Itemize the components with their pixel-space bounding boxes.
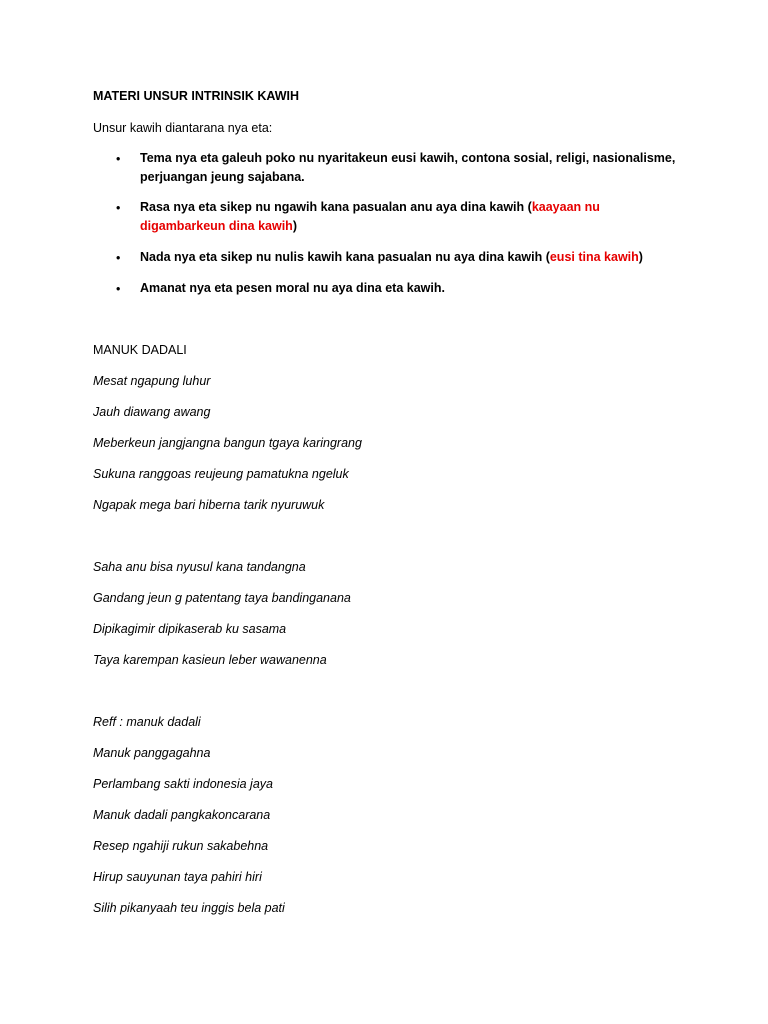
bullet-marker: • bbox=[116, 152, 121, 166]
bullet-suffix: ) bbox=[292, 219, 297, 233]
intro-text: Unsur kawih diantarana nya eta: bbox=[93, 121, 273, 135]
lyric-line: Manuk panggagahna bbox=[93, 746, 211, 760]
bullet-marker: • bbox=[116, 251, 121, 265]
lyric-line: Reff : manuk dadali bbox=[93, 715, 201, 729]
bullet-item-tema bbox=[140, 149, 680, 187]
bullet-marker: • bbox=[116, 282, 121, 296]
lyric-line: Perlambang sakti indonesia jaya bbox=[93, 777, 273, 791]
bullet-text: Amanat nya eta pesen moral nu aya dina eta kawih. bbox=[140, 281, 445, 295]
lyric-line: Manuk dadali pangkakoncarana bbox=[93, 808, 271, 822]
bullet-item-nada bbox=[140, 248, 680, 267]
document-title: MATERI UNSUR INTRINSIK KAWIH bbox=[93, 89, 300, 103]
bullet-text: Tema nya eta galeuh poko nu nyaritakeun eusi kawih, contona sosial, religi, nasionalisme, perjuangan jeung sajabana. bbox=[140, 151, 676, 184]
bullet-text: Rasa nya eta sikep nu ngawih kana pasualan anu aya dina kawih ( bbox=[140, 200, 532, 214]
bullet-highlight: kaayaan nu digambarkeun dina kawih bbox=[140, 200, 600, 233]
lyric-line: Resep ngahiji rukun sakabehna bbox=[93, 839, 269, 853]
bullet-marker: • bbox=[116, 201, 121, 215]
lyric-line: Sukuna ranggoas reujeung pamatukna ngeluk bbox=[93, 467, 349, 481]
lyric-line: Hirup sauyunan taya pahiri hiri bbox=[93, 870, 262, 884]
bullet-text: Nada nya eta sikep nu nulis kawih kana pasualan nu aya dina kawih ( bbox=[140, 250, 550, 264]
lyric-line: Gandang jeun g patentang taya bandinganana bbox=[93, 591, 351, 605]
bullet-item-amanat bbox=[140, 279, 680, 298]
lyric-line: Dipikagimir dipikaserab ku sasama bbox=[93, 622, 287, 636]
song-title: MANUK DADALI bbox=[93, 343, 187, 357]
bullet-highlight: eusi tina kawih bbox=[549, 250, 639, 264]
lyric-line: Meberkeun jangjangna bangun tgaya karingrang bbox=[93, 436, 362, 450]
lyric-line: Jauh diawang awang bbox=[93, 405, 211, 419]
bullet-suffix: ) bbox=[638, 250, 643, 264]
lyric-line: Saha anu bisa nyusul kana tandangna bbox=[93, 560, 306, 574]
lyric-line: Silih pikanyaah teu inggis bela pati bbox=[93, 901, 285, 915]
bullet-item-rasa bbox=[140, 198, 680, 236]
lyric-line: Taya karempan kasieun leber wawanenna bbox=[93, 653, 327, 667]
lyric-line: Mesat ngapung luhur bbox=[93, 374, 211, 388]
lyric-line: Ngapak mega bari hiberna tarik nyuruwuk bbox=[93, 498, 325, 512]
